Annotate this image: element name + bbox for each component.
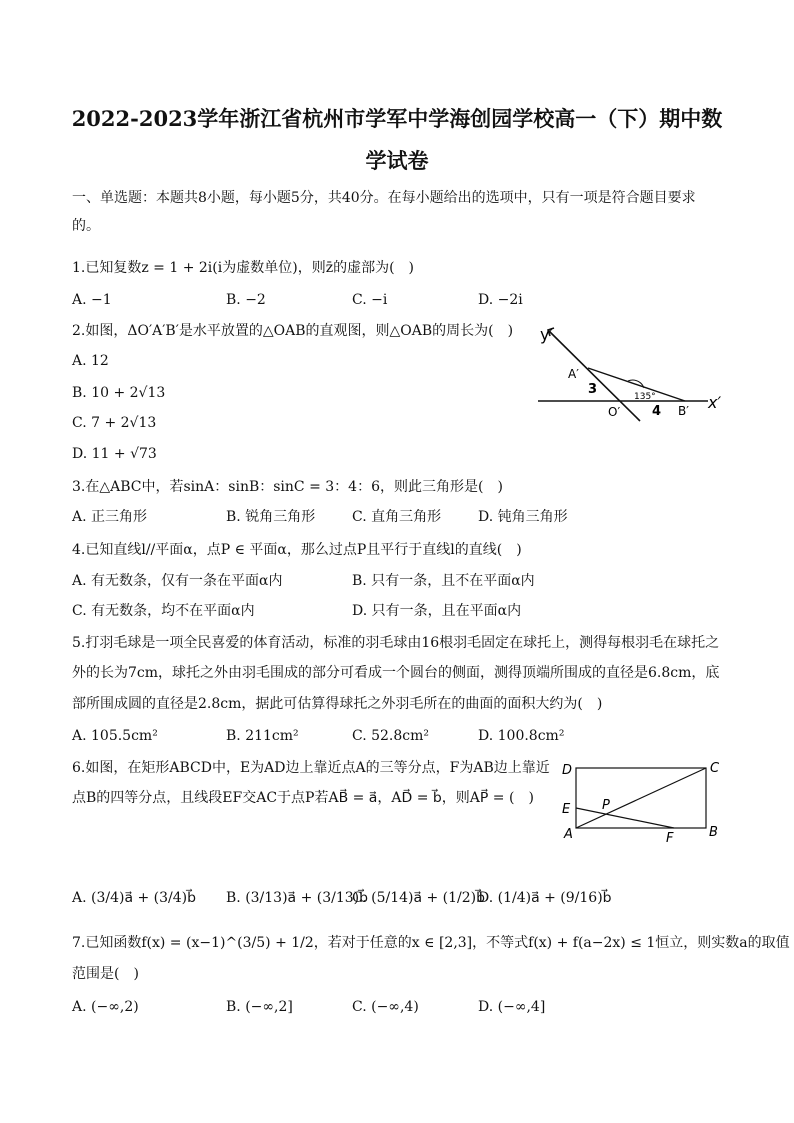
question-5-option-b: B. 211cm²	[226, 728, 299, 744]
label-c: C	[710, 761, 720, 776]
question-1-option-c: C. −i	[352, 292, 388, 308]
question-7-option-d: D. (−∞,4]	[478, 999, 546, 1015]
question-6-stem-line-2: 点B的四等分点，且线段EF交AC于点P若AB⃗ = a⃗，AD⃗ = b⃗，则AP⃗ = ( )	[72, 790, 534, 806]
label-a-prime: A′	[568, 367, 579, 381]
question-5-stem-line-3: 部所围成圆的直径是2.8cm，据此可估算得球托之外羽毛所在的曲面的面积大约为( )	[72, 696, 603, 712]
exam-title	[70, 98, 724, 182]
question-2-option-c: C. 7 + 2√13	[72, 415, 157, 431]
question-3-stem: 3.在△ABC中，若sinA：sinB：sinC = 3：4：6，则此三角形是( )	[72, 479, 503, 495]
question-2-figure	[530, 318, 730, 428]
label-d: D	[562, 763, 573, 778]
label-b-prime: B′	[678, 404, 689, 418]
question-2-option-a: A. 12	[72, 353, 109, 369]
question-6-option-a: A. (3/4)a⃗ + (3/4)b⃗	[72, 890, 197, 906]
section-heading-line-1: 一、单选题：本题共8小题，每小题5分，共40分。在每小题给出的选项中，只有一项是符合题目要求	[72, 190, 696, 206]
question-2-stem: 2.如图，ΔO′A′B′是水平放置的△OAB的直观图，则△OAB的周长为( )	[72, 323, 514, 339]
label-angle-135: 135°	[634, 392, 656, 402]
label-x-prime: x′	[708, 393, 722, 412]
exam-title-line-2: 学试卷	[365, 148, 429, 173]
diagonal-ac	[576, 768, 706, 828]
question-1-option-a: A. −1	[72, 292, 112, 308]
question-5-option-d: D. 100.8cm²	[478, 728, 565, 744]
question-3-option-a: A. 正三角形	[72, 509, 148, 525]
question-6-stem-line-1: 6.如图，在矩形ABCD中，E为AD边上靠近点A的三等分点，F为AB边上靠近	[72, 760, 550, 776]
question-3-option-d: D. 钝角三角形	[478, 509, 568, 525]
label-e: E	[562, 802, 571, 817]
question-4-option-b: B. 只有一条，且不在平面α内	[352, 573, 535, 589]
label-a: A	[564, 827, 573, 842]
label-p: P	[602, 798, 610, 813]
question-5-stem-line-2: 外的长为7cm，球托之外由羽毛围成的部分可看成一个圆台的侧面，测得顶端所围成的直径是6.8cm，底	[72, 665, 720, 681]
label-side-3: 3	[588, 382, 598, 397]
question-3-option-c: C. 直角三角形	[352, 509, 442, 525]
question-4-option-c: C. 有无数条，均不在平面α内	[72, 603, 255, 619]
question-7-stem-line-1: 7.已知函数f(x) = (x−1)^(3/5) + 1/2，若对于任意的x ∈ [2,3]，不等式f(x) + f(a−2x) ≤ 1恒立，则实数a的取值	[72, 935, 790, 951]
question-1-stem: 1.已知复数z = 1 + 2i(i为虚数单位)，则z̄的虚部为( )	[72, 260, 414, 276]
question-5-option-a: A. 105.5cm²	[72, 728, 158, 744]
question-5-option-c: C. 52.8cm²	[352, 728, 430, 744]
question-7-option-a: A. (−∞,2)	[72, 999, 139, 1015]
label-f: F	[666, 831, 674, 846]
question-1-option-b: B. −2	[226, 292, 266, 308]
question-6-option-d: D. (1/4)a⃗ + (9/16)b⃗	[478, 890, 612, 906]
label-side-4: 4	[652, 404, 662, 419]
label-y-prime: y′	[540, 325, 554, 344]
question-1-option-d: D. −2i	[478, 292, 523, 308]
question-4-stem: 4.已知直线l//平面α，点P ∈ 平面α，那么过点P且平行于直线l的直线( )	[72, 542, 522, 558]
y-axis-line	[548, 330, 640, 421]
question-6-option-b: B. (3/13)a⃗ + (3/13)b⃗	[226, 890, 369, 906]
segment-ef	[576, 808, 674, 828]
question-2-option-d: D. 11 + √73	[72, 446, 157, 462]
question-4-option-d: D. 只有一条，且在平面α内	[352, 603, 522, 619]
question-3-option-b: B. 锐角三角形	[226, 509, 316, 525]
question-2-option-b: B. 10 + 2√13	[72, 385, 166, 401]
question-7-option-c: C. (−∞,4)	[352, 999, 419, 1015]
label-o-prime: O′	[608, 405, 621, 419]
exam-title-line-1: 2022-2023学年浙江省杭州市学军中学海创园学校高一（下）期中数	[71, 106, 723, 131]
section-heading-line-2: 的。	[72, 218, 100, 234]
question-5-stem-line-1: 5.打羽毛球是一项全民喜爱的体育活动，标准的羽毛球由16根羽毛固定在球托上，测得每根羽毛在球托之	[72, 635, 720, 651]
label-b: B	[709, 825, 718, 840]
question-6-option-c: C. (5/14)a⃗ + (1/2)b⃗	[352, 890, 486, 906]
question-4-option-a: A. 有无数条，仅有一条在平面α内	[72, 573, 283, 589]
question-7-stem-line-2: 范围是( )	[72, 966, 139, 982]
question-7-option-b: B. (−∞,2]	[226, 999, 293, 1015]
question-6-figure	[556, 758, 726, 848]
